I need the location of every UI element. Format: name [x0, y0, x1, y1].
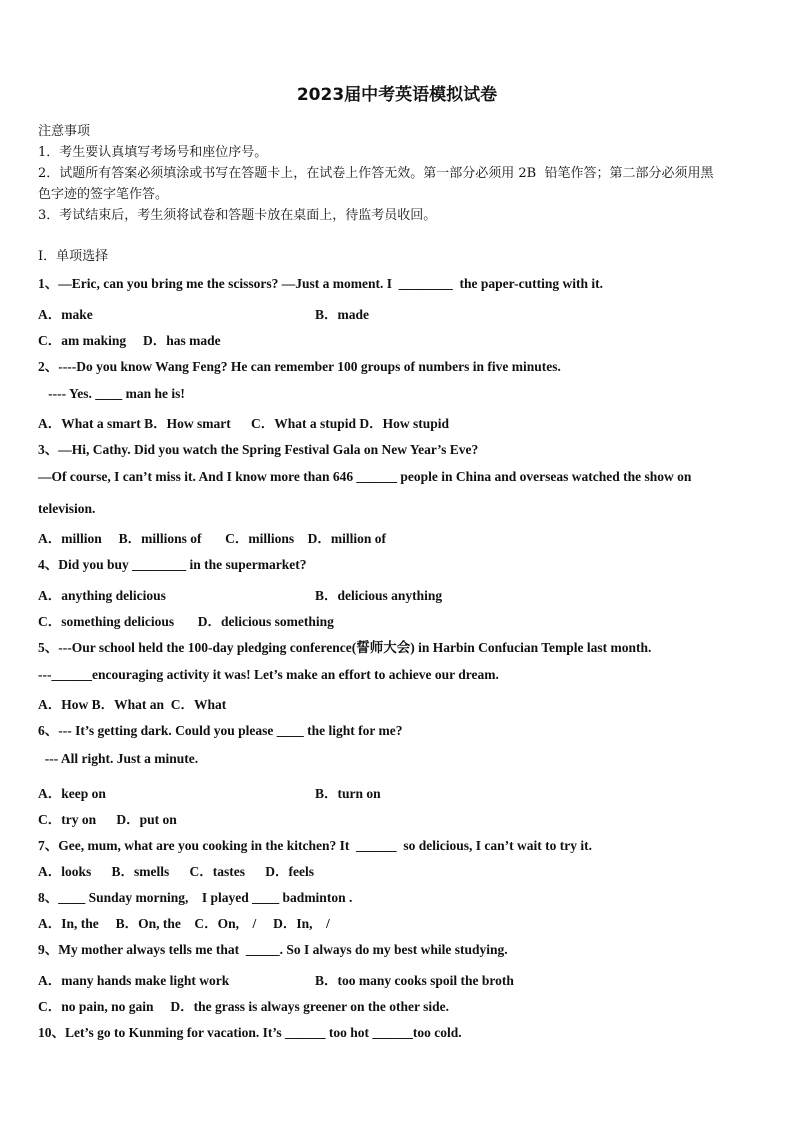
question-stem: television. — [38, 501, 96, 516]
notice-item: 1．考生要认真填写考场号和座位序号。 — [38, 145, 268, 160]
notice-item: 色字迹的签字笔作答。 — [38, 187, 169, 202]
question-stem: —Of course, I can’t miss it. And I know more than 646 ______ people in China and overseas watched the show on — [38, 469, 692, 484]
option-line: A．looks B．smells C．tastes D．feels — [38, 864, 314, 879]
option-line: B．turn on — [315, 786, 381, 801]
option-line: B．too many cooks spoil the broth — [315, 973, 514, 988]
option-line: A．keep on — [38, 786, 106, 801]
question-stem: ---______encouraging activity it was! Let’s make an effort to achieve our dream. — [38, 667, 499, 682]
option-line: B．delicious anything — [315, 588, 443, 603]
question-stem: --- All right. Just a minute. — [38, 751, 199, 766]
question-stem: 9、My mother always tells me that _____. So I always do my best while studying. — [38, 942, 508, 957]
question-stem: 7、Gee, mum, what are you cooking in the kitchen? It ______ so delicious, I can’t wait to try it. — [38, 838, 592, 853]
option-line: C．no pain, no gain D．the grass is always greener on the other side. — [38, 999, 450, 1014]
question-stem: 4、Did you buy ________ in the supermarket? — [38, 557, 307, 572]
question-stem: 8、____ Sunday morning, I played ____ badminton . — [38, 890, 353, 905]
question-stem: 3、—Hi, Cathy. Did you watch the Spring Festival Gala on New Year’s Eve? — [38, 442, 479, 457]
option-line: C．something delicious D．delicious something — [38, 614, 334, 629]
option-line: C．try on D．put on — [38, 812, 177, 827]
option-line: A．many hands make light work — [38, 973, 230, 988]
page-title: 2023届中考英语模拟试卷 — [296, 85, 498, 105]
question-stem: 2、----Do you know Wang Feng? He can remember 100 groups of numbers in five minutes. — [38, 359, 561, 374]
notice-heading: 注意事项 — [38, 124, 91, 139]
question-stem: 5、---Our school held the 100-day pledging conference(誓师大会) in Harbin Confucian Temple last month. — [38, 640, 652, 655]
option-line: A．How B．What an C．What — [38, 697, 227, 712]
question-stem: ---- Yes. ____ man he is! — [38, 386, 185, 401]
option-line: A．make — [38, 307, 93, 322]
question-stem: 1、—Eric, can you bring me the scissors? —Just a moment. I ________ the paper-cutting with it. — [38, 276, 603, 291]
option-line: A．In, the B．On, the C．On, / D．In, / — [38, 916, 330, 931]
option-line: B．made — [315, 307, 369, 322]
question-stem: 10、Let’s go to Kunming for vacation. It’s ______ too hot ______too cold. — [38, 1025, 462, 1040]
question-stem: 6、--- It’s getting dark. Could you please ____ the light for me? — [38, 723, 403, 738]
notice-item: 3．考试结束后，考生须将试卷和答题卡放在桌面上，待监考员收回。 — [38, 208, 437, 223]
notice-item: 2．试题所有答案必须填涂或书写在答题卡上，在试卷上作答无效。第一部分必须用 2B 铅笔作答；第二部分必须用黑 — [38, 166, 714, 181]
section-heading: Ⅰ．单项选择 — [38, 249, 109, 264]
option-line: A．anything delicious — [38, 588, 166, 603]
option-line: A．What a smart B．How smart C．What a stupid D．How stupid — [38, 416, 450, 431]
option-line: C．am making D．has made — [38, 333, 221, 348]
option-line: A．million B．millions of C．millions D．million of — [38, 531, 387, 546]
